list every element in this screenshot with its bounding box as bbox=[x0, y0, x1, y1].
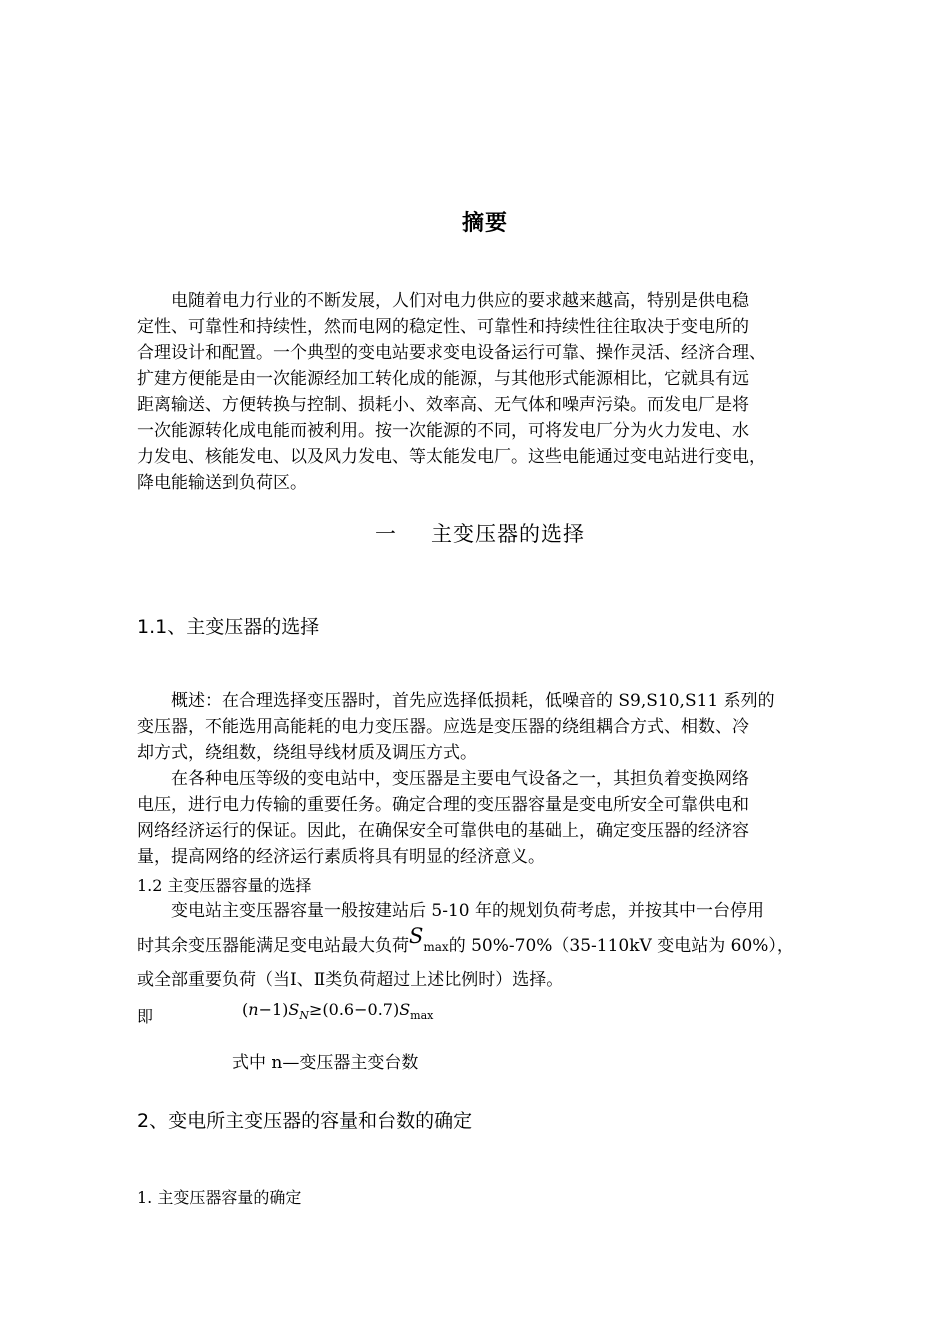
paragraph-line: 降电能输送到负荷区。 bbox=[137, 473, 307, 493]
section-1-2-paragraph bbox=[137, 898, 833, 993]
section-heading-2-1: 1. 主变压器容量的确定 bbox=[137, 1188, 302, 1207]
formula-sub-max: max bbox=[410, 1009, 434, 1023]
paragraph-line: 合理设计和配置。一个典型的变电站要求变电设备运行可靠、操作灵活、经济合理、 bbox=[137, 343, 766, 363]
paragraph-line: 却方式，绕组数，绕组导线材质及调压方式。 bbox=[137, 743, 477, 763]
paragraph-line: 在各种电压等级的变电站中，变压器是主要电气设备之一，其担负着变换网络 bbox=[171, 769, 749, 789]
paragraph-line: 或全部重要负荷（当Ⅰ、Ⅱ类负荷超过上述比例时）选择。 bbox=[137, 970, 564, 990]
formula-n: n bbox=[248, 1000, 259, 1019]
formula-paren: ) bbox=[392, 1000, 400, 1019]
formula-where-note: 式中 n—变压器主变台数 bbox=[232, 1053, 419, 1073]
section-1-1-paragraph-2 bbox=[137, 766, 833, 870]
paragraph-line: 网络经济运行的保证。因此，在确保安全可靠供电的基础上，确定变压器的经济容 bbox=[137, 821, 749, 841]
capacity-formula bbox=[242, 1000, 433, 1022]
formula-range: 0.6−0.7 bbox=[328, 1000, 393, 1019]
formula-s-max: S bbox=[399, 1000, 411, 1019]
abstract-title: 摘要 bbox=[461, 211, 508, 236]
paragraph-line: 电压，进行电力传输的重要任务。确定合理的变压器容量是变电所安全可靠供电和 bbox=[137, 795, 749, 815]
chapter-title: 主变压器的选择 bbox=[431, 522, 585, 546]
paragraph-line: 量，提高网络的经济运行素质将具有明显的经济意义。 bbox=[137, 847, 545, 867]
line-text-after: 的 50%-70%（35-110kV 变电站为 60%）， bbox=[448, 936, 794, 956]
paragraph-line: 概述：在合理选择变压器时，首先应选择低损耗，低噪音的 S9,S10,S11 系列的 bbox=[171, 691, 775, 711]
section-heading-1-1: 1.1、主变压器的选择 bbox=[137, 616, 320, 638]
formula-sub-n: N bbox=[299, 1009, 309, 1023]
smax-symbol: S bbox=[409, 924, 424, 948]
formula-geq: ≥ bbox=[309, 1000, 323, 1019]
formula-prefix: 即 bbox=[137, 1007, 154, 1026]
smax-subscript: max bbox=[423, 940, 449, 954]
formula-row bbox=[137, 1000, 837, 1028]
formula-minus-one: −1 bbox=[258, 1000, 283, 1019]
formula-paren: ( bbox=[242, 1000, 249, 1019]
abstract-paragraph bbox=[137, 288, 833, 496]
formula-paren: ( bbox=[322, 1000, 329, 1019]
paragraph-line-with-smax bbox=[137, 924, 833, 967]
paragraph-line: 变压器，不能选用高能耗的电力变压器。应选是变压器的绕组耦合方式、相数、冷 bbox=[137, 717, 749, 737]
paragraph-line: 力发电、核能发电、以及风力发电、等太能发电厂。这些电能通过变电站进行变电， bbox=[137, 447, 766, 467]
section-heading-1-2: 1.2 主变压器容量的选择 bbox=[137, 876, 312, 895]
line-text-before: 时其余变压器能满足变电站最大负荷 bbox=[137, 936, 409, 956]
formula-paren: ) bbox=[282, 1000, 289, 1019]
paragraph-line: 变电站主变压器容量一般按建站后 5-10 年的规划负荷考虑，并按其中一台停用 bbox=[171, 901, 764, 921]
paragraph-line: 一次能源转化成电能而被利用。按一次能源的不同，可将发电厂分为火力发电、水 bbox=[137, 421, 749, 441]
section-heading-2: 2、变电所主变压器的容量和台数的确定 bbox=[137, 1110, 473, 1132]
paragraph-line: 定性、可靠性和持续性，然而电网的稳定性、可靠性和持续性往往取决于变电所的 bbox=[137, 317, 749, 337]
formula-s: S bbox=[288, 1000, 300, 1019]
chapter-heading bbox=[0, 518, 950, 548]
paragraph-line: 电随着电力行业的不断发展，人们对电力供应的要求越来越高，特别是供电稳 bbox=[171, 291, 749, 311]
paragraph-line: 距离输送、方便转换与控制、损耗小、效率高、无气体和噪声污染。而发电厂是将 bbox=[137, 395, 749, 415]
chapter-number: 一 bbox=[375, 522, 397, 546]
paragraph-line: 扩建方便能是由一次能源经加工转化成的能源，与其他形式能源相比，它就具有远 bbox=[137, 369, 749, 389]
section-1-1-paragraph-1 bbox=[137, 688, 833, 766]
